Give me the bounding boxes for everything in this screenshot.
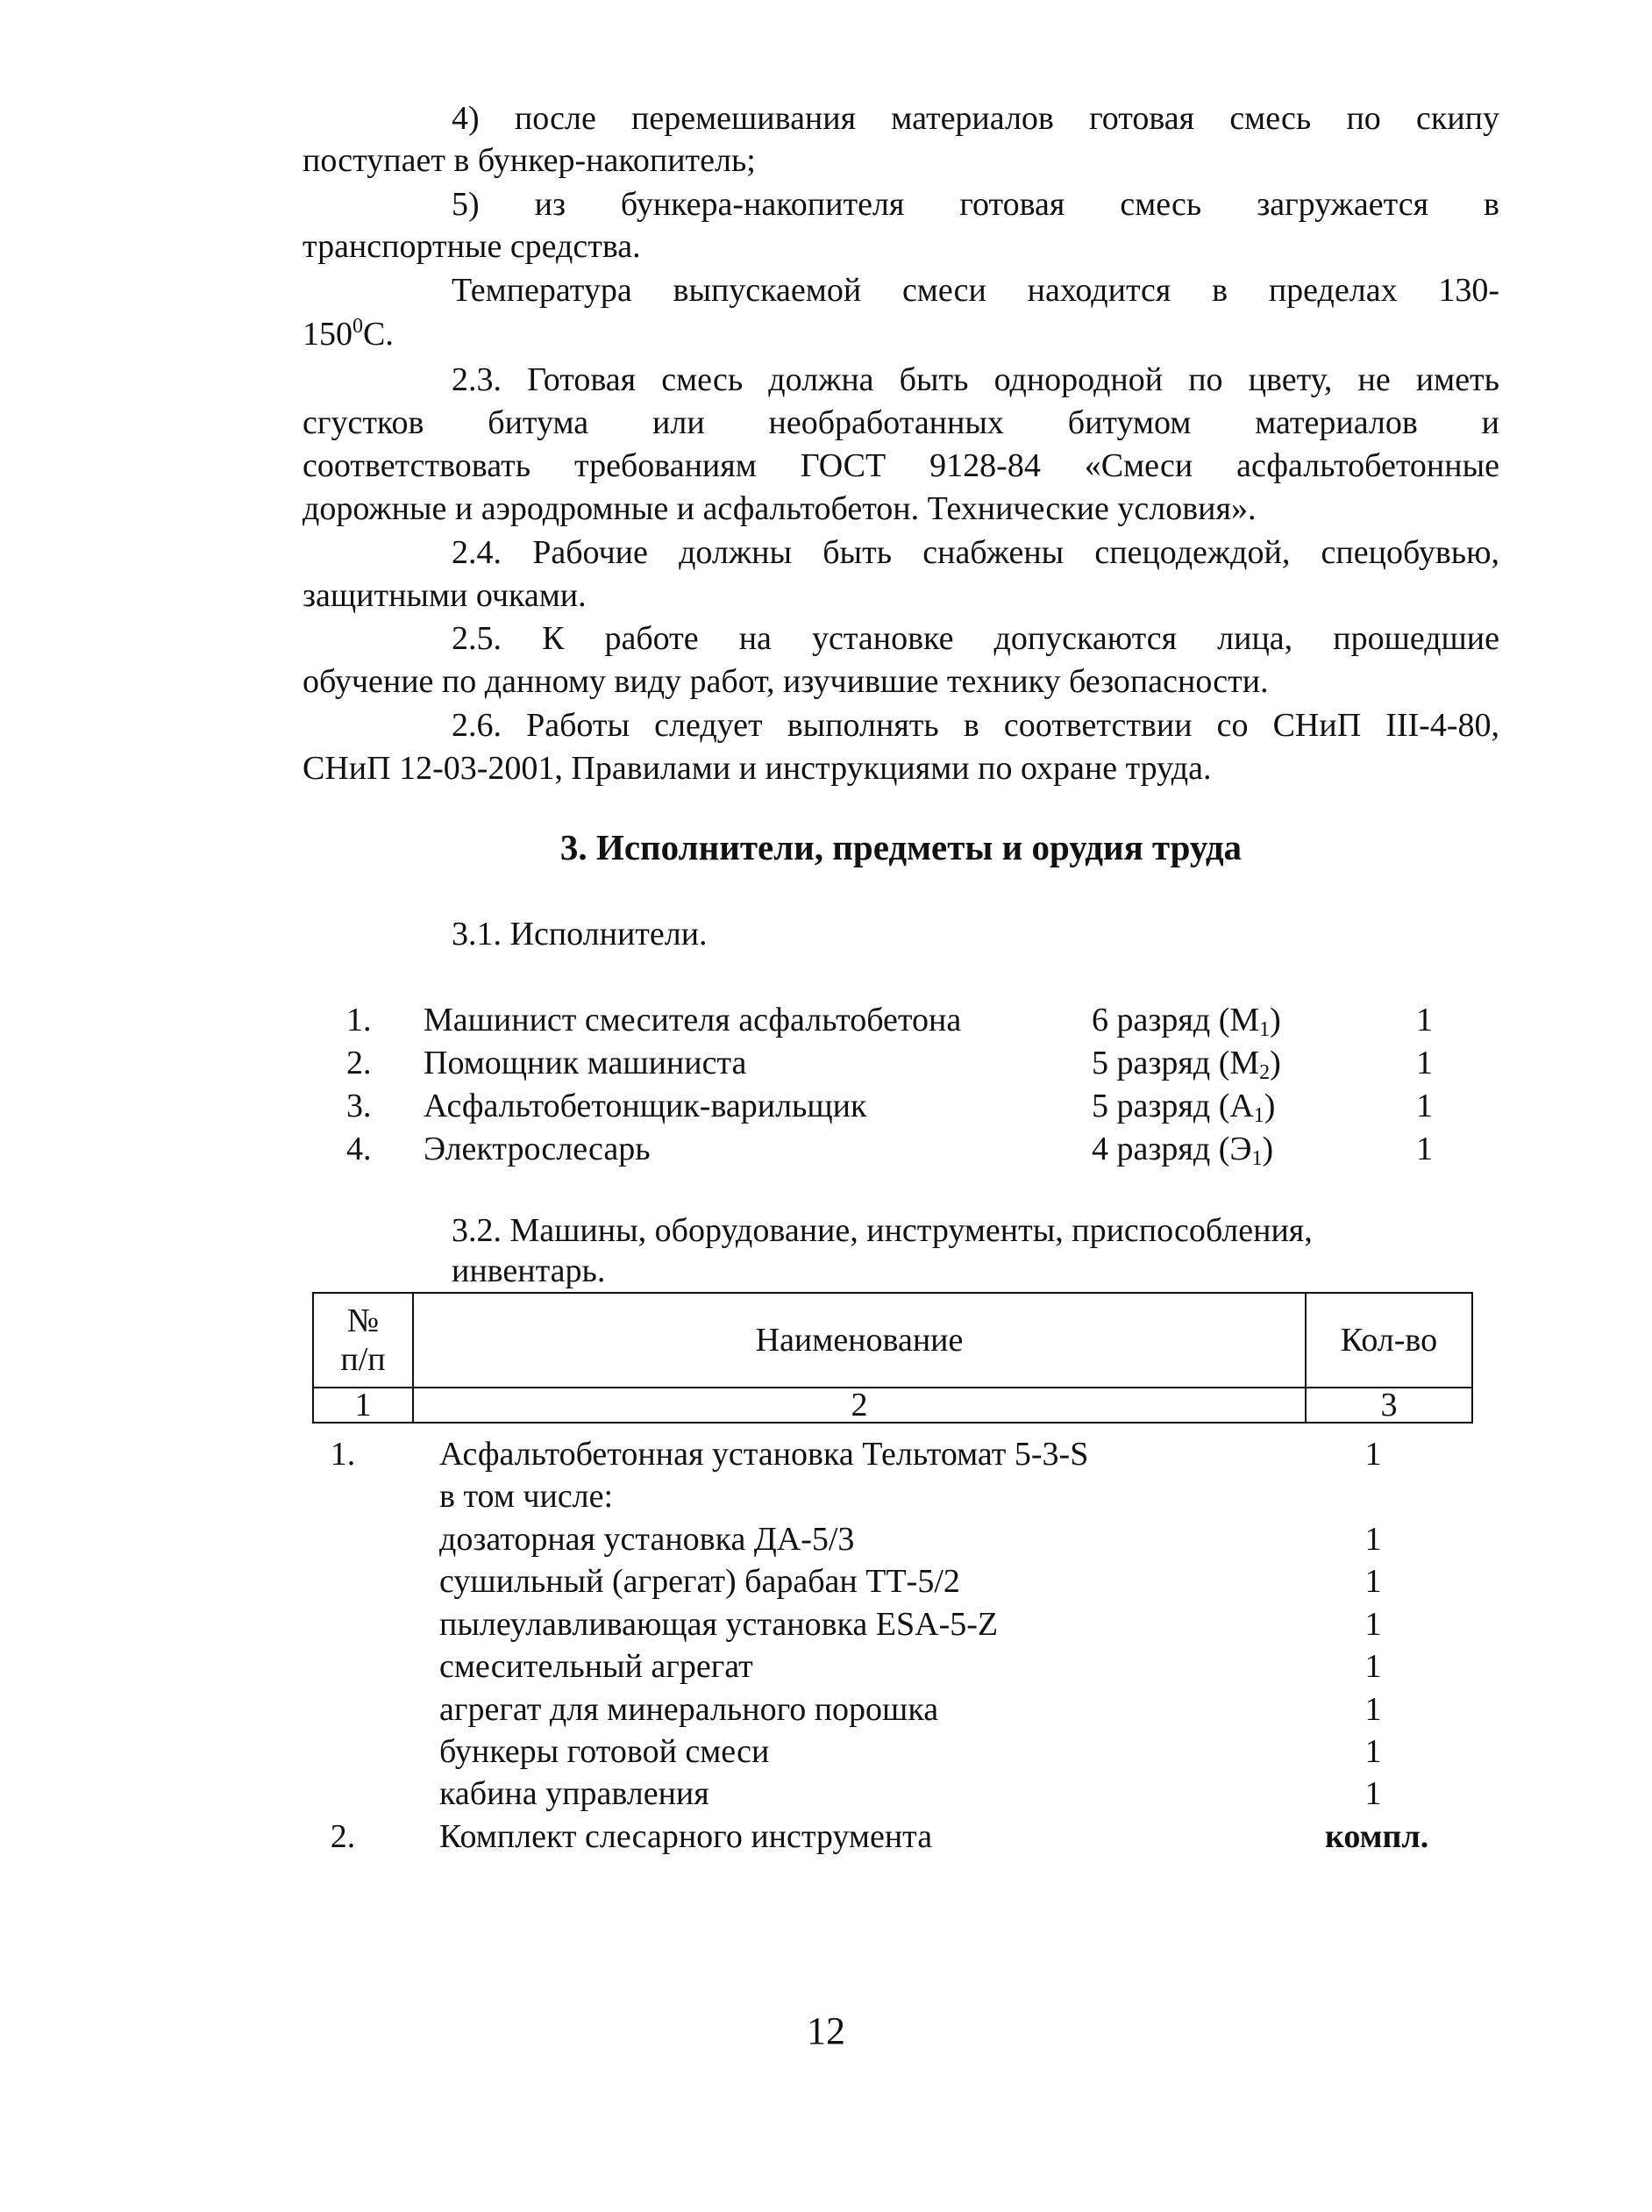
text-line: транспортные средства. [303, 228, 641, 265]
equipment-qty: 1 [1364, 1521, 1382, 1558]
text-line: 2.4. Рабочие должны быть снабжены спецодеждой, спецобувью, [452, 534, 1499, 571]
text-line: защитными очками. [303, 577, 587, 614]
subsection-title-cont: инвентарь. [452, 1252, 606, 1289]
text-line: сгустков битума или необработанных битумом материалов и [303, 404, 1499, 441]
col-qty-header: Кол-во [1306, 1293, 1472, 1388]
equipment-name: Комплект слесарного инструмента [439, 1818, 933, 1855]
subsection-title: 3.1. Исполнители. [452, 916, 708, 953]
performer-qty: 1 [1416, 1002, 1433, 1038]
performer-number: 2. [346, 1045, 372, 1081]
subsection-title: 3.2. Машины, оборудование, инструменты, приспособления, [452, 1212, 1313, 1249]
equipment-qty: компл. [1325, 1818, 1429, 1855]
col-name-index: 2 [413, 1388, 1306, 1423]
col-name-header: Наименование [413, 1293, 1306, 1388]
col-number-index: 1 [313, 1388, 413, 1423]
col-number-header: № п/п [313, 1293, 413, 1388]
text-line: дорожные и аэродромные и асфальтобетон. Технические условия». [303, 490, 1257, 527]
equipment-name: в том числе: [439, 1478, 614, 1515]
performer-qty: 1 [1416, 1131, 1433, 1167]
performer-grade: 5 разряд $(М_2)$ [1092, 1045, 1281, 1084]
text-line: 2.5. К работе на установке допускаются лица, прошедшие [452, 620, 1499, 657]
equipment-qty: 1 [1364, 1691, 1382, 1728]
temperature-value: $150^0С$. [303, 315, 394, 353]
equipment-name: бункеры готовой смеси [439, 1733, 770, 1770]
performer-grade: 5 разряд $(А_1)$ [1092, 1088, 1276, 1127]
col-qty-index: 3 [1306, 1388, 1472, 1423]
equipment-qty: 1 [1364, 1733, 1382, 1770]
equipment-qty: 1 [1364, 1606, 1382, 1643]
performer-qty: 1 [1416, 1088, 1433, 1124]
text-line: поступает в бункер-накопитель; [303, 142, 756, 179]
page-number: 12 [807, 2009, 845, 2052]
text-line: Температура выпускаемой смеси находится в пределах 130- [452, 272, 1499, 309]
text-line: обучение по данному виду работ, изучившие технику безопасности. [303, 663, 1269, 700]
performer-name: Асфальтобетонщик-варильщик [424, 1088, 867, 1124]
performer-number: 3. [346, 1088, 372, 1124]
equipment-name: Асфальтобетонная установка Тельтомат 5-3-S [439, 1436, 1089, 1473]
equipment-table-header [312, 1292, 1473, 1424]
equipment-name: агрегат для минерального порошка [439, 1691, 939, 1728]
text-line: СНиП 12-03-2001, Правилами и инструкциями по охране труда. [303, 750, 1212, 787]
equipment-name: кабина управления [439, 1775, 709, 1812]
performer-number: 1. [346, 1002, 372, 1038]
text-line: 5) из бункера-накопителя готовая смесь загружается в [452, 186, 1499, 223]
performer-name: Машинист смесителя асфальтобетона [424, 1002, 962, 1038]
equipment-name: дозаторная установка ДА-5/3 [439, 1521, 855, 1558]
equipment-qty: 1 [1364, 1436, 1382, 1473]
equipment-qty: 1 [1364, 1563, 1382, 1600]
equipment-qty: 1 [1364, 1775, 1382, 1812]
equipment-name: сушильный (агрегат) барабан ТТ-5/2 [439, 1563, 960, 1600]
section-heading: 3. Исполнители, предметы и орудия труда [559, 827, 1243, 867]
equipment-number: 2. [330, 1818, 356, 1855]
text-line: 2.6. Работы следует выполнять в соответствии со СНиП III-4-80, [452, 707, 1499, 744]
text-line: соответствовать требованиям ГОСТ 9128-84 «Смеси асфальтобетонные [303, 447, 1499, 484]
equipment-number: 1. [330, 1436, 356, 1473]
text-line: 2.3. Готовая смесь должна быть однородной по цвету, не иметь [452, 361, 1499, 398]
performer-grade: 6 разряд $(М_1)$ [1092, 1002, 1281, 1041]
equipment-name: смесительный агрегат [439, 1648, 753, 1685]
performer-grade: 4 разряд $(Э_1)$ [1092, 1131, 1274, 1170]
performer-qty: 1 [1416, 1045, 1433, 1081]
performer-name: Электрослесарь [424, 1131, 651, 1167]
performer-name: Помощник машиниста [424, 1045, 747, 1081]
performer-number: 4. [346, 1131, 372, 1167]
text-line: 4) после перемешивания материалов готовая смесь по скипу [452, 100, 1499, 137]
equipment-name: пылеулавливающая установка ESA-5-Z [439, 1606, 999, 1643]
equipment-qty: 1 [1364, 1648, 1382, 1685]
